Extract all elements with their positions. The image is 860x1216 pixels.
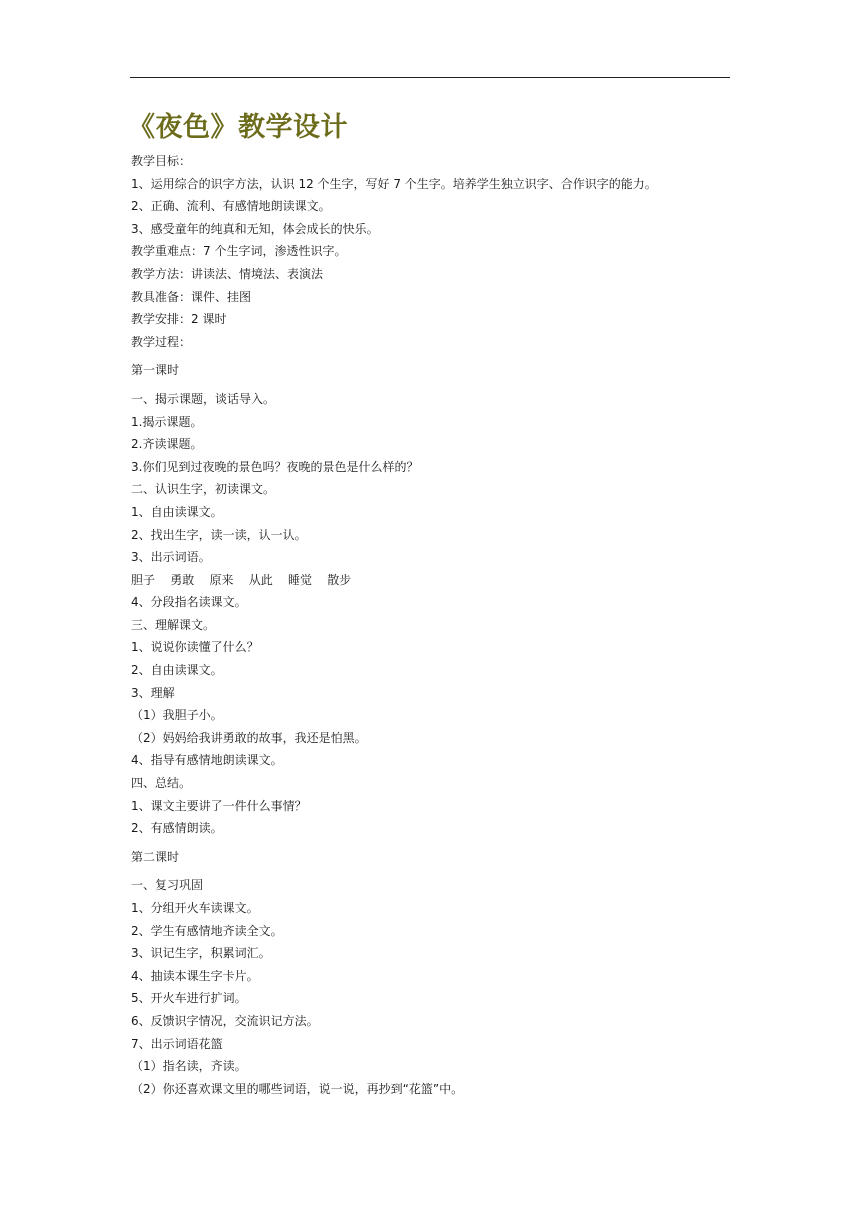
- text-line: 4、指导有感情地朗读课文。: [131, 753, 283, 768]
- text-line: （1）我胆子小。: [131, 708, 223, 723]
- text-line: 3.你们见到过夜晚的景色吗？夜晚的景色是什么样的？: [131, 459, 419, 474]
- text-line: （2）你还喜欢课文里的哪些词语，说一说，再抄到“花篮”中。: [131, 1081, 464, 1096]
- text-line: 二、认识生字，初读课文。: [131, 482, 276, 497]
- text-line: 一、复习巩固: [131, 878, 204, 893]
- text-line: 1、自由读课文。: [131, 504, 223, 519]
- text-line: 2、有感情朗读。: [131, 821, 223, 836]
- text-line: （2）妈妈给我讲勇敢的故事，我还是怕黑。: [131, 730, 367, 745]
- text-line: 1.揭示课题。: [131, 414, 203, 429]
- text-line: 1、说说你读懂了什么？: [131, 640, 259, 655]
- text-line: 3、理解: [131, 685, 175, 700]
- text-line: 6、反馈识字情况，交流识记方法。: [131, 1013, 319, 1028]
- section-heading: 第一课时: [131, 363, 180, 378]
- text-line: 2.齐读课题。: [131, 437, 203, 452]
- text-line: 2、学生有感情地齐读全文。: [131, 923, 283, 938]
- text-line: 教学目标：: [131, 154, 192, 168]
- text-line: 教学方法：讲读法、情境法、表演法: [131, 266, 324, 281]
- text-line: 3、识记生字，积累词汇。: [131, 946, 271, 961]
- text-line: （1）指名读，齐读。: [131, 1059, 247, 1074]
- text-line: 四、总结。: [131, 776, 192, 791]
- text-line: 教学安排：2 课时: [131, 312, 227, 327]
- section-heading: 第二课时: [131, 849, 180, 864]
- text-line: 1、课文主要讲了一件什么事情？: [131, 798, 307, 813]
- document-title: 《夜色》教学设计: [128, 112, 348, 143]
- text-line: 3、出示词语。: [131, 550, 211, 565]
- header-rule: [130, 77, 730, 78]
- text-line: 1、分组开火车读课文。: [131, 901, 259, 915]
- text-line: 教学过程：: [131, 334, 192, 349]
- text-line: 2、自由读课文。: [131, 663, 223, 678]
- text-line: 4、分段指名读课文。: [131, 595, 247, 610]
- text-line: 1、运用综合的识字方法，认识 12 个生字，写好 7 个生字。培养学生独立识字、合作识字的能力。: [131, 176, 657, 191]
- text-line: 4、抽读本课生字卡片。: [131, 968, 259, 983]
- text-line: 3、感受童年的纯真和无知，体会成长的快乐。: [131, 221, 379, 236]
- text-line: 教具准备：课件、挂图: [131, 289, 252, 304]
- text-line: 教学重难点：7 个生字词，渗透性识字。: [131, 244, 347, 259]
- text-line: 2、正确、流利、有感情地朗读课文。: [131, 199, 331, 214]
- text-line: 5、开火车进行扩词。: [131, 991, 247, 1006]
- text-line: 一、揭示课题，谈话导入。: [131, 391, 276, 406]
- text-line: 2、找出生字，读一读，认一认。: [131, 527, 307, 542]
- text-line: 胆子 勇敢 原来 从此 睡觉 散步: [131, 572, 352, 587]
- text-line: 7、出示词语花篮: [131, 1036, 223, 1051]
- text-line: 三、理解课文。: [131, 617, 216, 632]
- document-body: [131, 150, 751, 1100]
